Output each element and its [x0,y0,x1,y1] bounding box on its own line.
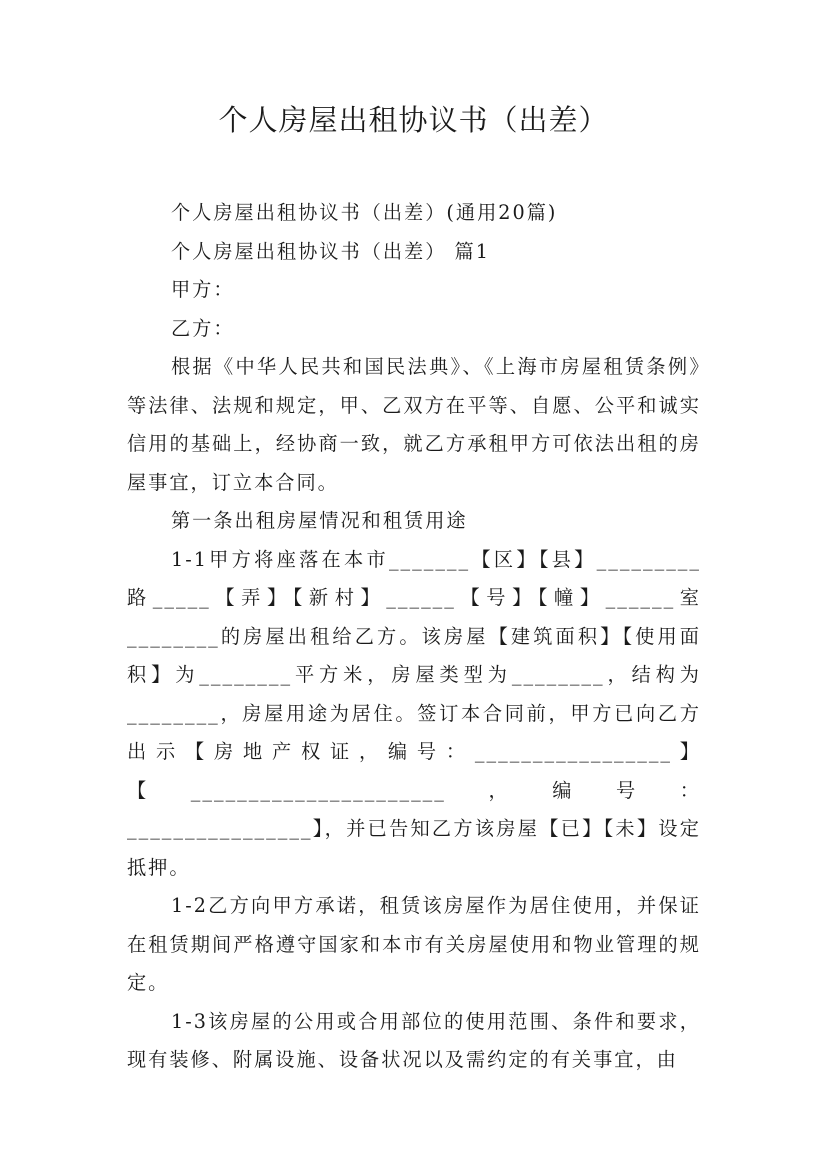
paragraph-party-a: 甲方： [171,278,235,301]
paragraph-clause-1-3: 1-3该房屋的公用或合用部位的使用范围、条件和要求，现有装修、附属设施、设备状况以及需约定的有关事宜，由 [127,1009,701,1071]
paragraph-article-1-heading: 第一条出租房屋情况和租赁用途 [171,509,468,532]
paragraph-clause-1-1: 1-1甲方将座落在本市_______【区】【县】_________路_____【弄】【新村】______【号】【幢】______室________的房屋出租给乙方。该房屋【建筑面积】【使用面积】为________平方米，房屋类型为________，结构为________，房屋用途为居住。签订本合同前，甲方已向乙方出示【房地产权证，编号：_________________】【______________________，编号：________________】，并已告知乙方该房屋【已】【未】设定抵押。 [127,547,701,879]
paragraph-party-b: 乙方： [171,316,235,340]
document-title: 个人房屋出租协议书（出差） [218,103,609,137]
paragraph-preamble: 根据《中华人民共和国民法典》、《上海市房屋租赁条例》等法律、法规和规定，甲、乙双方在平等、自愿、公平和诚实信用的基础上，经协商一致，就乙方承租甲方可依法出租的房屋事宜，订立本合同。 [127,355,701,494]
paragraph-subtitle: 个人房屋出租协议书（出差）(通用20篇) [171,201,558,224]
paragraph-section-heading: 个人房屋出租协议书（出差） 篇1 [171,239,490,263]
document-body [127,194,701,1080]
paragraph-clause-1-2: 1-2乙方向甲方承诺，租赁该房屋作为居住使用，并保证在租赁期间严格遵守国家和本市有关房屋使用和物业管理的规定。 [127,894,701,994]
